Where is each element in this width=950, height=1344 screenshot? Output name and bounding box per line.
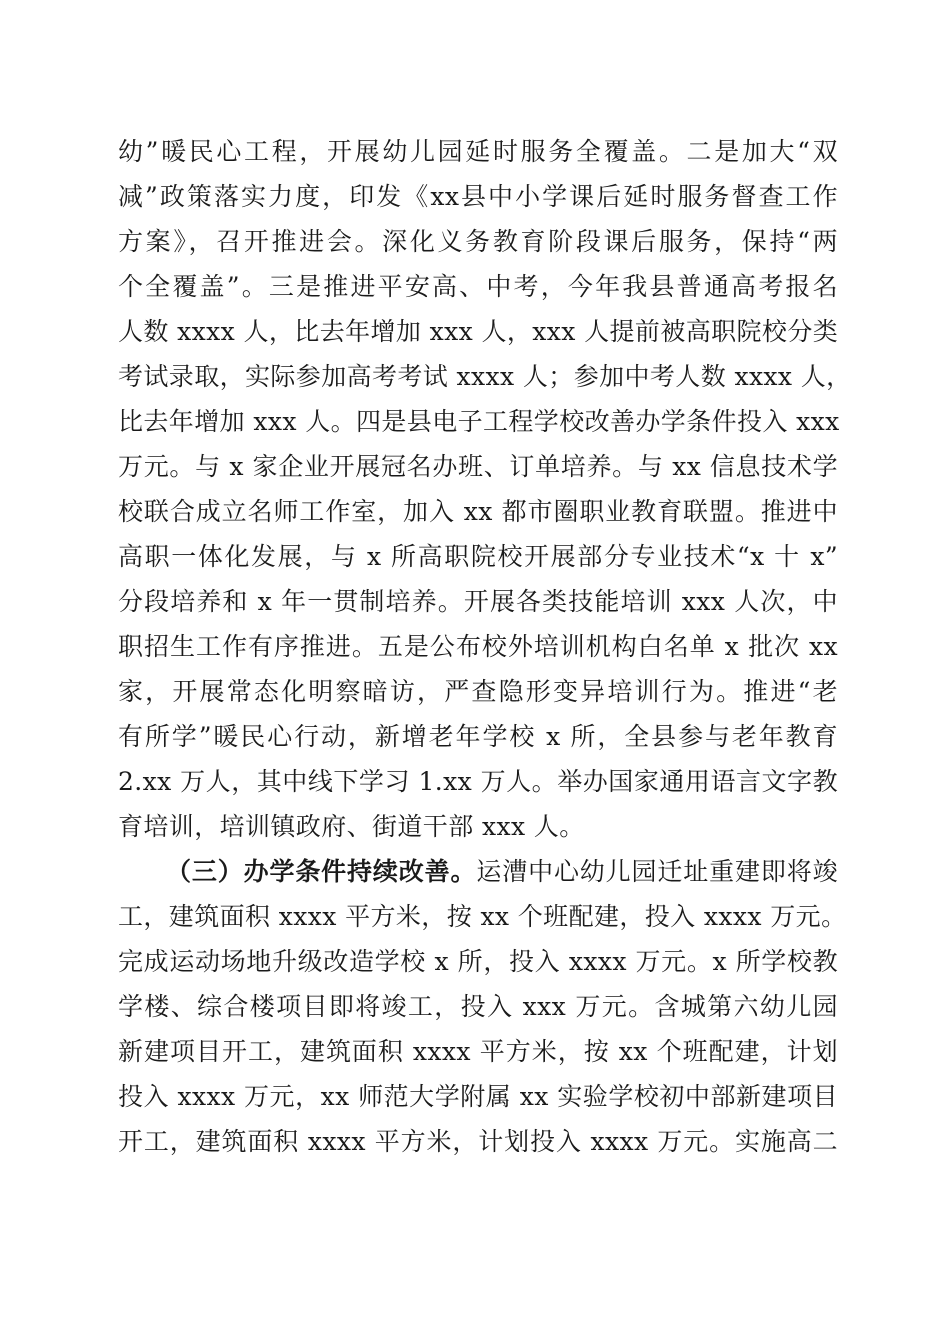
paragraph-1-line-6: 考试录取，实际参加高考考试 xxxx 人；参加中考人数 xxxx 人， <box>118 362 852 391</box>
paragraph-2-line-1-text: 运漕中心幼儿园迁址重建即将竣 <box>476 857 838 886</box>
paragraph-1-line-16: 育培训，培训镇政府、街道干部 xxx 人。 <box>118 812 585 841</box>
paragraph-1-line-9: 校联合成立名师工作室，加入 xx 都市圈职业教育联盟。推进中 <box>118 497 838 526</box>
paragraph-2-line-5: 新建项目开工，建筑面积 xxxx 平方米，按 xx 个班配建，计划 <box>118 1037 838 1066</box>
paragraph-2-line-4: 学楼、综合楼项目即将竣工，投入 xxx 万元。含城第六幼儿园 <box>118 992 838 1021</box>
paragraph-2-line-7: 开工，建筑面积 xxxx 平方米，计划投入 xxxx 万元。实施高二 <box>118 1127 838 1156</box>
paragraph-1-line-5: 人数 xxxx 人，比去年增加 xxx 人，xxx 人提前被高职院校分类 <box>118 317 839 346</box>
paragraph-1-line-1: 幼”暖民心工程，开展幼儿园延时服务全覆盖。二是加大“双 <box>118 137 838 166</box>
section-heading: （三）办学条件持续改善。 <box>166 857 477 886</box>
paragraph-1-line-15: 2.xx 万人，其中线下学习 1.xx 万人。举办国家通用语言文字教 <box>118 767 838 796</box>
paragraph-1-line-14: 有所学”暖民心行动，新增老年学校 x 所，全县参与老年教育 <box>118 722 838 751</box>
paragraph-2-line-6: 投入 xxxx 万元，xx 师范大学附属 xx 实验学校初中部新建项目 <box>118 1082 838 1111</box>
paragraph-1-line-13: 家，开展常态化明察暗访，严查隐形变异培训行为。推进“老 <box>118 677 838 706</box>
paragraph-2-line-3: 完成运动场地升级改造学校 x 所，投入 xxxx 万元。x 所学校教 <box>118 947 838 976</box>
paragraph-1-line-4: 个全覆盖”。三是推进平安高、中考，今年我县普通高考报名 <box>118 272 838 301</box>
paragraph-1-line-10: 高职一体化发展，与 x 所高职院校开展部分专业技术“x 十 x” <box>118 542 838 571</box>
paragraph-1-line-11: 分段培养和 x 年一贯制培养。开展各类技能培训 xxx 人次，中 <box>118 587 838 616</box>
paragraph-1-line-3: 方案》，召开推进会。深化义务教育阶段课后服务，保持“两 <box>118 227 838 256</box>
paragraph-2-line-1 <box>166 852 838 892</box>
paragraph-1-line-12: 职招生工作有序推进。五是公布校外培训机构白名单 x 批次 xx <box>118 632 838 661</box>
paragraph-1-line-2: 减”政策落实力度，印发《xx县中小学课后延时服务督查工作 <box>118 182 838 211</box>
paragraph-1-line-7: 比去年增加 xxx 人。四是县电子工程学校改善办学条件投入 xxx <box>118 407 840 436</box>
paragraph-1-line-8: 万元。与 x 家企业开展冠名办班、订单培养。与 xx 信息技术学 <box>118 452 838 481</box>
paragraph-2-line-2: 工，建筑面积 xxxx 平方米，按 xx 个班配建，投入 xxxx 万元。 <box>118 902 847 931</box>
